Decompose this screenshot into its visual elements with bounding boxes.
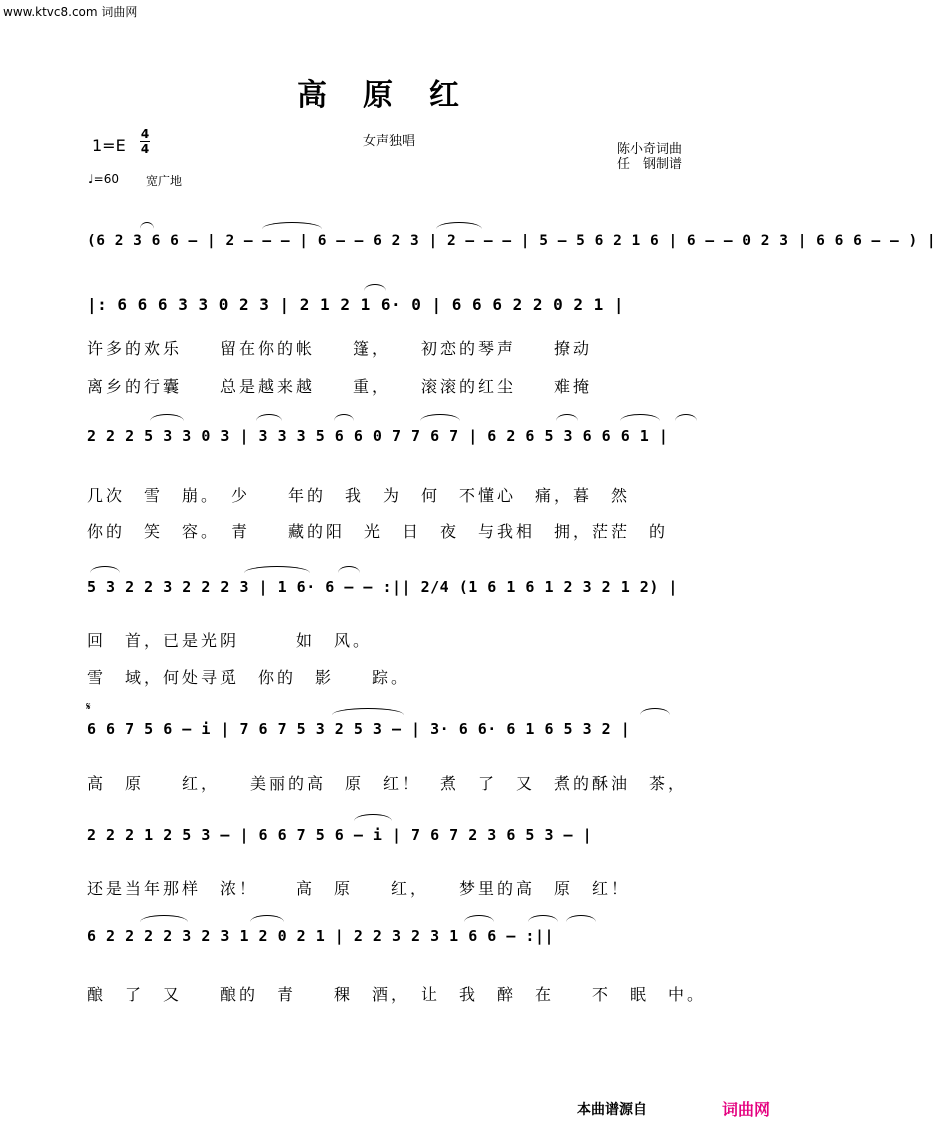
site-logo[interactable]: 词曲网 bbox=[722, 1100, 771, 1119]
expression-mark: 宽广地 bbox=[146, 174, 183, 188]
segno-sign: 𝄋 bbox=[86, 700, 91, 713]
key-signature: 1=E bbox=[92, 136, 126, 155]
performer-label: 女声独唱 bbox=[363, 134, 416, 149]
slur-mark bbox=[332, 708, 404, 715]
slur-mark bbox=[675, 414, 697, 421]
slur-mark bbox=[556, 414, 578, 421]
slur-mark bbox=[420, 414, 460, 421]
tempo-mark: ♩=60 bbox=[88, 172, 119, 186]
credit-lyrics-music: 陈小奇词曲 bbox=[617, 142, 683, 157]
slur-mark bbox=[256, 414, 282, 421]
slur-mark bbox=[262, 222, 322, 229]
time-signature-top: 4 bbox=[140, 127, 150, 141]
slur-mark bbox=[640, 708, 670, 715]
slur-mark bbox=[90, 566, 120, 573]
lyric-row-1: 许多的欢乐 留在你的帐 篷， 初恋的琴声 撩动 bbox=[87, 339, 593, 358]
slur-mark bbox=[244, 566, 310, 573]
slur-mark bbox=[140, 222, 154, 229]
slur-mark bbox=[150, 414, 184, 421]
music-row-7: 6 2 2 2 2 3 2 3 1 2 0 2 1 | 2 2 3 2 3 1 6 6 – :|| bbox=[87, 927, 555, 945]
site-watermark: www.ktvc8.com 词曲网 bbox=[3, 5, 138, 19]
music-row-5: 6 6 7 5 6 – i | 7 6 7 5 3 2 5 3 – | 3· 6 6· 6 1 6 5 3 2 | bbox=[87, 720, 631, 738]
slur-mark bbox=[250, 915, 284, 922]
lyric-row-6: 雪 域，何处寻觅 你的 影 踪。 bbox=[87, 668, 411, 687]
lyric-row-4: 你的 笑 容。 青 藏的阳 光 日 夜 与我相 拥，茫茫 的 bbox=[87, 522, 669, 541]
music-row-2: |: 6 6 6 3 3 0 2 3 | 2 1 2 1 6· 0 | 6 6 6 2 2 0 2 1 | bbox=[87, 295, 625, 314]
slur-mark bbox=[528, 915, 558, 922]
credit-notation: 任 钢制谱 bbox=[617, 157, 683, 172]
music-row-6: 2 2 2 1 2 5 3 – | 6 6 7 5 6 – i | 7 6 7 2 3 6 5 3 – | bbox=[87, 826, 593, 844]
time-signature-bottom: 4 bbox=[140, 142, 150, 156]
slur-mark bbox=[334, 414, 354, 421]
slur-mark bbox=[364, 284, 386, 291]
lyric-row-7: 高 原 红， 美丽的高 原 红！ 煮 了 又 煮的酥油 茶， bbox=[87, 774, 688, 793]
song-title: 高原红 bbox=[297, 78, 495, 113]
lyric-row-2: 离乡的行囊 总是越来越 重， 滚滚的红尘 难掩 bbox=[87, 377, 593, 396]
slur-mark bbox=[566, 915, 596, 922]
lyric-row-8: 还是当年那样 浓！ 高 原 红， 梦里的高 原 红！ bbox=[87, 879, 631, 898]
lyric-row-5: 回 首，已是光阴 如 风。 bbox=[87, 631, 373, 650]
slur-mark bbox=[436, 222, 482, 229]
slur-mark bbox=[140, 915, 188, 922]
music-row-1: (6 2 3 6 6 – | 2 – – – | 6 – – 6 2 3 | 2 – – – | 5 – 5 6 2 1 6 | 6 – – 0 2 3 | 6 6 6 – – ) | bbox=[87, 233, 936, 249]
slur-mark bbox=[464, 915, 494, 922]
lyric-row-9: 酿 了 又 酿的 青 稞 酒， 让 我 醉 在 不 眠 中。 bbox=[87, 985, 707, 1004]
lyric-row-3: 几次 雪 崩。 少 年的 我 为 何 不懂心 痛，暮 然 bbox=[87, 486, 631, 505]
music-row-3: 2 2 2 5 3 3 0 3 | 3 3 3 5 6 6 0 7 7 6 7 | 6 2 6 5 3 6 6 6 1 | bbox=[87, 427, 669, 445]
time-signature bbox=[140, 128, 150, 155]
footer-source-label: 本曲谱源自 bbox=[577, 1102, 647, 1118]
slur-mark bbox=[354, 814, 392, 821]
slur-mark bbox=[338, 566, 360, 573]
slur-mark bbox=[620, 414, 660, 421]
music-row-4: 5 3 2 2 3 2 2 2 3 | 1 6· 6 – – :|| 2/4 (1 6 1 6 1 2 3 2 1 2) | bbox=[87, 578, 678, 596]
